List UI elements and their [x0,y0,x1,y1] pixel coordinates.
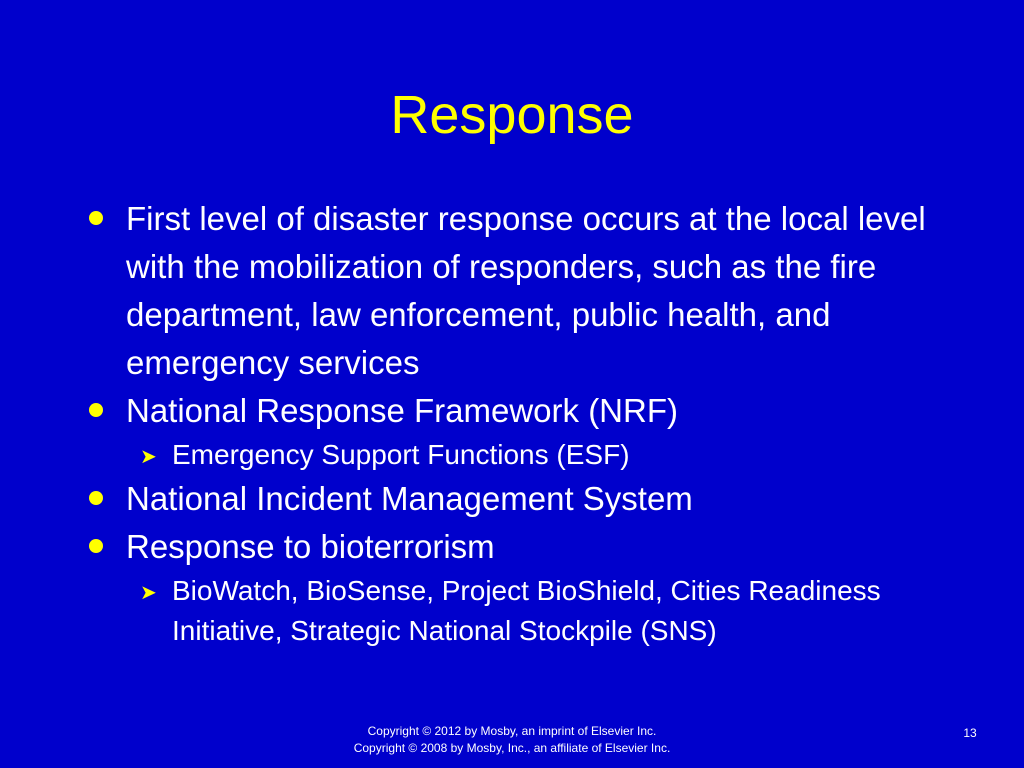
bullet-dot-icon [89,539,103,553]
slide-number: 13 [963,726,977,740]
arrow-bullet-icon: ➤ [140,446,157,468]
sub-bullet-item [126,435,966,475]
bullet-text: Response to bioterrorism [126,528,495,565]
copyright-line: Copyright © 2012 by Mosby, an imprint of Elsevier Inc. [367,724,657,738]
sub-bullet-text: Emergency Support Functions (ESF) [172,439,630,470]
sub-bullet-list [126,571,966,651]
bullet-text: National Incident Management System [126,480,693,517]
bullet-dot-icon [89,491,103,505]
arrow-bullet-icon: ➤ [140,582,157,604]
bullet-item [86,475,966,523]
slide-title: Response [390,85,634,145]
bullet-item [86,387,966,475]
sub-bullet-item [126,571,966,651]
sub-bullet-text: BioWatch, BioSense, Project BioShield, Cities Readiness Initiative, Strategic National Stockpile (SNS) [172,575,881,646]
bullet-item [86,523,966,651]
bullet-list [86,195,966,651]
bullet-dot-icon [89,211,103,225]
bullet-text: National Response Framework (NRF) [126,392,678,429]
copyright-footer [262,723,762,757]
sub-bullet-list [126,435,966,475]
bullet-item [86,195,966,387]
copyright-line: Copyright © 2008 by Mosby, Inc., an affiliate of Elsevier Inc. [353,741,671,755]
bullet-text: First level of disaster response occurs at the local level with the mobilization of responders, such as the fire department, law enforcement, public health, and emergency services [126,200,926,381]
bullet-dot-icon [89,403,103,417]
